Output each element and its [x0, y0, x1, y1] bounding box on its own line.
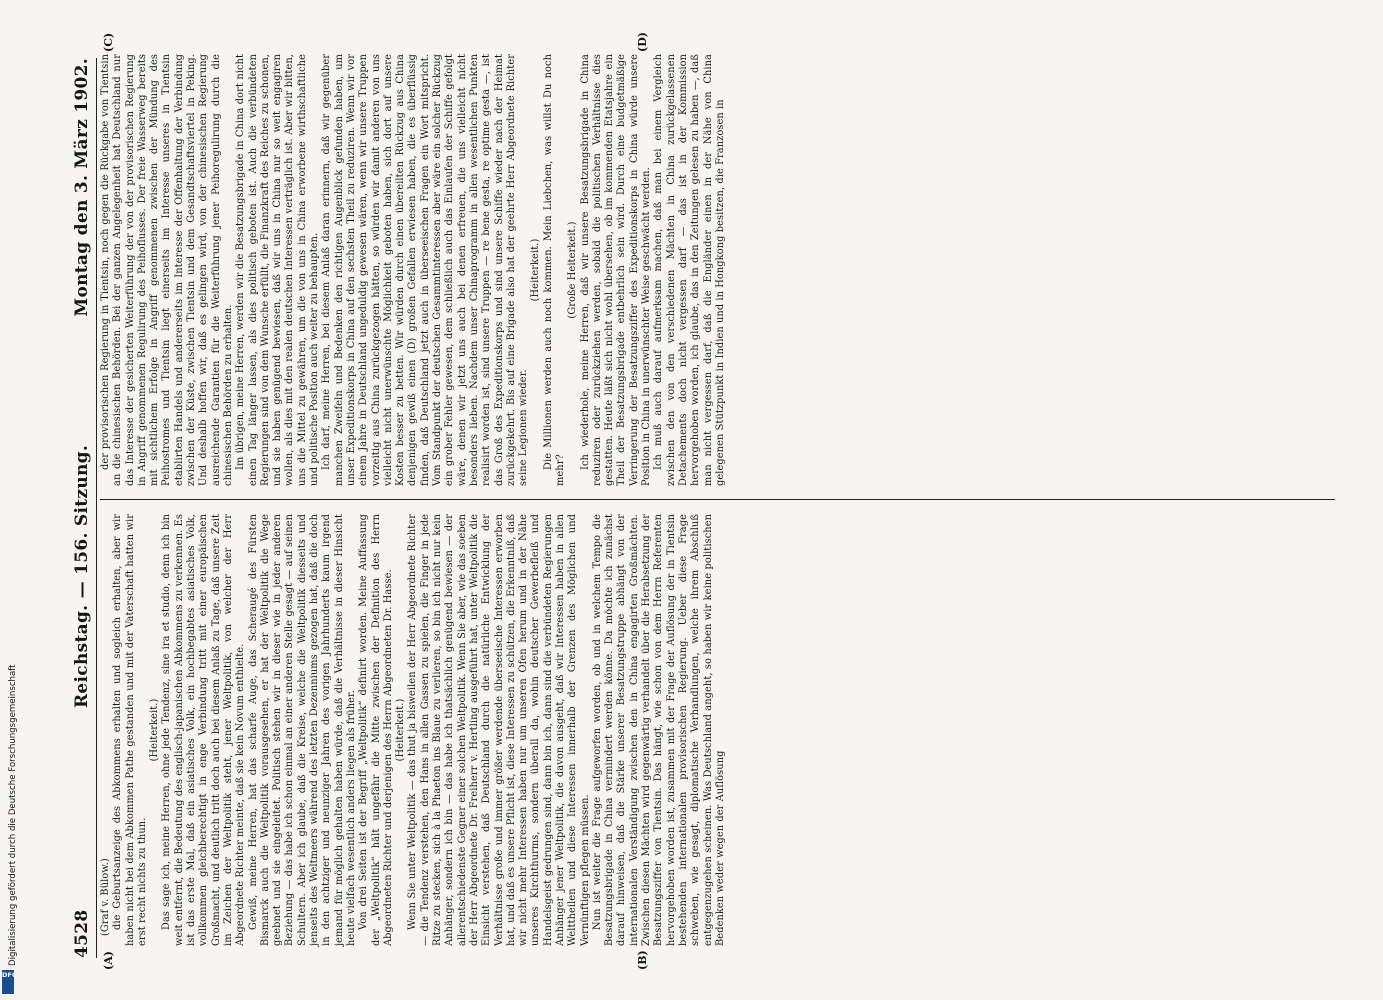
stage-direction: (Große Heiterkeit.) [567, 221, 579, 319]
page-number: 4528 [72, 909, 92, 958]
paragraph: Wenn Sie unter Weltpolitik — das thut ja bisweilen der Herr Abgeordnete Richter — die Tendenz verstehen, den Hans in allen Gassen zu spielen, die Finger in jede Ritze zu stecken, sich à la Phaeton ins Blaue zu verlieren, so bin ich nicht nur kein Anhänger, sondern ich bin — das habe ich thatsächlich genügend bewiesen — der allerentschiedenste Gegner einer solchen Weltpolitik. Wenn Sie aber, wie das soeben der Herr Abgeordnete Dr. Freiherr v. Hertling ausgeführt hat, unter Weltpolitik die Einsicht verstehen, daß Deutschland durch die natürliche Entwicklung der Verhältnisse große und immer größer werdende überseeische Interessen erworben hat, und daß es unsere Pflicht ist, diese Interessen zu schützen, die Erkenntniß, daß wir nicht mehr Interessen haben nur um unseren Ofen herum und in der Nähe unseres Kirchthurms, sondern überall da, wohin deutscher Gewerbefleiß und Handelsgeist gedrungen sind, dann bin ich, dann sind die verbündeten Regierungen Anhänger jener Weltpolitik, die davon ausgeht, daß wir Interessen haben in allen Welttheilen und diese Interessen innerhalb der Grenzen des Möglichen und Vernünftigen pflegen müssen. [407, 514, 591, 946]
paragraph: Gewiß, meine Herren, hat das scharfe Auge, das Scheraugé des Fürsten Bismarck auch die Weltpolitik vorausgesehen, er hat der Weltpolitik die Wege geebnet und sie eingeleitet. Politisch stehen wir in dieser wie in jeder anderen Beziehung — das habe ich schon einmal an einer anderen Stelle gesagt — auf seinen Schultern. Aber ich glaube, daß die Kreise, welche die Weltpolitik diesseits und jenseits des Weltmeers während des letzten Dezenniums gezogen hat, daß die doch in den achtziger und neunziger Jahren des vorigen Jahrhunderts kaum irgend jemand für möglich gehalten haben würde, daß die Verhältnisse in dieser Hinsicht heute vielfach wesentlich anders liegen als früher. [247, 514, 357, 946]
stage-direction: (Heiterkeit.) [530, 238, 542, 302]
stage-direction: (Heiterkeit.) [149, 698, 161, 762]
paragraph: Von drei Seiten ist der Begriff „Weltpolitik“ definirt worden. Meine Auffassung der „Weltpolitik“ hält ungefähr die Mitte zwischen der Definition des Herrn Abgeordneten Richter und derjenigen des Herrn Abgeordneten Dr. Hasse. [358, 514, 394, 946]
paragraph: Nun ist weiter die Frage aufgeworfen worden, ob und in welchem Tempo die Besatzungsbrigade in China vermindert werden könne. Da möchte ich zunächst darauf hinweisen, daß die Stärke unserer Besatzungstruppe abhängt von der internationalen Verständigung zwischen den in China engagirten Großmächten. Zwischen diesen Mächten wird gegenwärtig verhandelt über die Herabsetzung der Besatzungsziffer von Tientsin. Das hängt, wie schon von dem Herrn Referenten hervorgehoben worden ist, zusammen mit der Frage der Auflösung der in Tientsin bestehenden internationalen provisorischen Regierung. Ueber diese Frage schweben, wie gesagt, diplomatische Verhandlungen, welche ihrem Abschluß entgegenzugehen scheinen. Was Deutschland angeht, so haben wir keine politischen Bedenken weder wegen der Auflösung [591, 514, 726, 946]
margin-mark-b: (B) [636, 950, 649, 970]
paragraph: Die Millionen werden auch noch kommen. Mein Liebchen, was willst Du noch mehr? [542, 54, 566, 486]
stage-direction: (Heiterkeit.) [395, 698, 407, 762]
paragraph: Ich darf, meine Herren, bei diesem Anlaß daran erinnern, daß wir gegenüber manchen Zweifeln und Bedenken den richtigen Augenblick gefunden haben, um unser Expeditionskorps in China auf den sechsten Theil zu reduziren. Wenn wir vor einem Jahre in Deutschland ungeduldig gewesen wären, wenn wir unsere Truppen vorzeitig aus China zurückgezogen hätten, so würden wir damit anderen von uns vielleicht nicht unerwünschte Möglichkeit geboten haben, sich dort auf unsere Kosten besser zu betten. Wir würden durch einen übereilten Rückzug aus China denjenigen gewiß einen (D) großen Gefallen erwiesen haben, die es überflüssig finden, daß Deutschland jetzt auch in überseeischen Fragen ein Wort mitspricht. Vom Standpunkt der deutschen Gesammtinteressen aber wäre ein solcher Rückzug ein grober Fehler gewesen, dem schließlich auch das Einlaufen der Schiffe gefolgt wäre, denen wir jetzt uns auch bei denen erfreuen, die uns vielleicht nicht besonders lieben. Nachdem unser Chinaprogramm in allen wesentlichen Punkten realisirt worden ist, sind unsere Truppen — re bene gesta, re optime gesta —, ist das Groß des Expeditionskorps und sind unsere Schiffe wieder nach der Heimat zurückgekehrt. Bis auf eine Brigade also hat der geehrte Herr Abgeordnete Richter seine Legionen wieder. [321, 54, 530, 486]
left-column [100, 514, 727, 946]
paragraph: der provisorischen Regierung in Tientsin, noch gegen die Rückgabe von Tientsin an die chinesischen Behörden. Bei der ganzen Angelegenheit hat Deutschland nur das Interesse der gesicherten Weiterführung der von der provisorischen Regierung in Angriff genommenen Regulirung des Peihoflusses. Der freie Wasserweg bereits mit sichtlichem Erfolge in Angriff genommenen zwischen der Mündung des Peihostromes und Tientsin liegt einerseits im Interesse unseres in Tientsin etablirten Handels und andererseits im Interesse der Offenhaltung der Verbindung zwischen der Küste, zwischen Tientsin und dem Gesandtschaftsviertel in Peking. Und deshalb hoffen wir, daß es gelingen wird, von der chinesischen Regierung ausreichende Garantien für die Weiterführung jener Peihoregulirung durch die chinesischen Behörden zu erhalten. [100, 54, 234, 486]
credit-text: Digitalisierung gefördert durch die Deutsche Forschungsgemeinschaft [8, 664, 18, 966]
dfg-logo: DFG [2, 970, 14, 994]
paragraph: die Geburtsanzeige des Abkommens erhalten und sogleich erhalten, aber wir haben nicht bei dem Abkommen Pathe gestanden und mit der Vaterschaft hatten wir erst recht nichts zu thun. [112, 514, 148, 946]
column-divider [100, 499, 1335, 500]
margin-mark-a: (A) [102, 951, 115, 970]
header-rule [96, 58, 97, 958]
paragraph: Das sage ich, meine Herren, ohne jede Tendenz, sine ira et studio, denn ich bin weit entfernt, die Bedeutung des englisch-japanischen Abkommens zu verkennen. Es ist das erste Mal, daß ein asiatisches Volk, ein hochbegabtes asiatisches Volk, vollkommen gleichberechtigt in enge Verbindung tritt mit einer europäischen Großmacht, und deutlich tritt doch auch bei diesem Anlaß zu Tage, daß unsere Zeit im Zeichen der Weltpolitik steht, jener Weltpolitik, von welcher der Herr Abgeordnete Richter meinte, daß sie kein Novum enthielte. [161, 514, 247, 946]
margin-mark-c: (C) [102, 32, 115, 52]
header-date: Montag den 3. März 1902. [72, 58, 92, 317]
paragraph: Ich wiederhole, meine Herren, daß wir unsere Besatzungsbrigade in China reduziren oder zurückziehen werden, sobald die politischen Verhältnisse dies gestatten. Heute läßt sich nicht wohl übersehen, ob im kommenden Etatsjahre ein Theil der Besatzungsbrigade entbehrlich sein wird. Durch eine budgetmäßige Verringerung der Besatzungsziffer des Expeditionskorps in China würde unsere Position in China in unerwünschter Weise geschwächt werden. [579, 54, 653, 486]
right-column [100, 54, 727, 486]
header-title: Reichstag. — 156. Sitzung. [72, 444, 92, 708]
margin-mark-d: (D) [636, 32, 649, 52]
paragraph: Im übrigen, meine Herren, werden wir die Besatzungsbrigade in China dort nicht einen Tag länger lassen, als dies politisch geboten ist. Auch die verbündeten Regierungen sind von dem Wunsche erfüllt, die Finanzkraft des Reiches zu schonen, und sie haben genügend bewiesen, daß wir uns in China nur so weit engagiren wollen, als dies mit den realen deutschen Interessen verträglich ist. Aber wir bitten, uns die Mittel zu gewähren, um die von uns in China erworbene wirthschaftliche und politische Position auch weiter zu behaupten. [235, 54, 321, 486]
speaker-name: (Graf v. Bülow.) [100, 858, 111, 936]
paragraph: Ich muß auch darauf aufmerksam machen, daß man bei einem Vergleich zwischen den von den verschiedenen Mächten in China zurückgelassenen Detachements doch nicht vergessen darf — das ist in der Kommission hervorgehoben worden, ich glaube, das in den Zeitungen gelesen zu haben —, daß man nicht vergessen darf, daß die Engländer einen in der Nähe von China gelegenen Stützpunkt in Indien und in Hongkong besitzen, die Franzosen in [653, 54, 726, 486]
page-header [72, 58, 94, 958]
